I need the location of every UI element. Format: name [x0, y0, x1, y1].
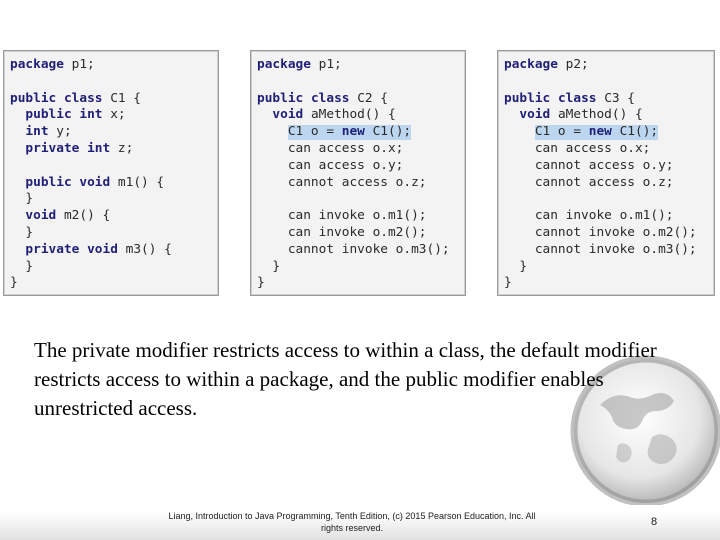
code-line-text: can access o.y;: [257, 157, 404, 173]
code-line-text: }: [10, 275, 18, 291]
code-panel-c2: [250, 50, 466, 296]
code-line-text: C1 o = new C1();: [504, 124, 659, 140]
code-line: [4, 191, 218, 208]
code-line-text: cannot invoke o.m2();: [504, 224, 697, 240]
code-line: [498, 175, 714, 192]
code-line-text: [4, 74, 10, 89]
code-line: [498, 191, 714, 208]
code-line-text: }: [10, 191, 34, 207]
code-line: [498, 74, 714, 91]
code-line: [4, 242, 218, 259]
code-line-text: void m2() {: [25, 208, 111, 224]
code-line: [251, 141, 465, 158]
footer-citation: [140, 510, 564, 534]
code-line: [498, 208, 714, 225]
code-line: [4, 107, 218, 124]
code-line-text: public class C1 {: [10, 90, 142, 106]
code-line: [251, 191, 465, 208]
code-panel-c1: [3, 50, 219, 296]
code-line-text: [498, 191, 504, 206]
code-line-text: public int x;: [25, 107, 126, 123]
code-line: [4, 57, 218, 74]
footer-citation-line1: Liang, Introduction to Java Programming, Tenth Edition, (c) 2015 Pearson Education, Inc. All: [168, 511, 536, 521]
code-line-text: C1 o = new C1();: [257, 124, 412, 140]
code-line-text: }: [10, 258, 34, 274]
code-line: [251, 259, 465, 276]
code-line: [4, 275, 218, 292]
code-line: [498, 57, 714, 74]
code-line: [251, 57, 465, 74]
code-line: [4, 124, 218, 141]
code-line: [4, 259, 218, 276]
code-line: [498, 141, 714, 158]
code-line-text: cannot access o.z;: [257, 174, 427, 190]
code-line-text: can invoke o.m1();: [257, 208, 427, 224]
code-line: [4, 225, 218, 242]
code-line: [4, 208, 218, 225]
code-line-text: private void m3() {: [25, 241, 172, 257]
code-line-text: cannot invoke o.m3();: [257, 241, 450, 257]
code-line: [4, 91, 218, 108]
code-line: [251, 175, 465, 192]
code-line: [498, 91, 714, 108]
code-line-text: }: [257, 258, 281, 274]
code-line-text: package p1;: [10, 57, 95, 72]
footer-citation-line2: rights reserved.: [320, 523, 384, 533]
code-panel-c3: [497, 50, 715, 296]
code-line: [251, 208, 465, 225]
code-line-text: [251, 191, 257, 206]
code-line: [251, 107, 465, 124]
code-line: [498, 225, 714, 242]
code-line-text: package p2;: [504, 57, 589, 72]
code-line-text: public class C2 {: [257, 90, 389, 106]
code-line-text: public void m1() {: [25, 174, 165, 190]
code-line: [498, 124, 714, 141]
code-line-text: public class C3 {: [504, 90, 636, 106]
code-line-text: void aMethod() {: [519, 107, 643, 123]
code-line: [251, 242, 465, 259]
code-line-text: [251, 74, 257, 89]
code-line-text: }: [504, 275, 512, 291]
code-line-text: }: [257, 275, 265, 291]
code-line-text: can access o.x;: [257, 140, 404, 156]
code-line-text: [4, 158, 10, 173]
code-line-text: cannot invoke o.m3();: [504, 241, 697, 257]
code-line-text: int y;: [25, 124, 72, 140]
code-line: [498, 275, 714, 292]
page-number: 8: [651, 516, 658, 528]
code-line: [498, 242, 714, 259]
code-line: [251, 91, 465, 108]
code-line: [251, 275, 465, 292]
code-line: [251, 225, 465, 242]
code-line-text: can access o.x;: [504, 140, 651, 156]
code-line: [498, 107, 714, 124]
slide-caption: The private modifier restricts access to within a class, the default modifier restricts access to within a package, and the public modifier enables unrestricted access.: [34, 338, 657, 420]
code-line: [498, 259, 714, 276]
code-line: [4, 141, 218, 158]
code-line-text: cannot access o.z;: [504, 174, 674, 190]
code-line: [4, 158, 218, 175]
code-line: [4, 175, 218, 192]
code-line-text: private int z;: [25, 140, 134, 156]
code-line: [498, 158, 714, 175]
code-line: [251, 124, 465, 141]
code-line-text: cannot access o.y;: [504, 157, 674, 173]
code-line-text: [498, 74, 504, 89]
code-line: [251, 74, 465, 91]
code-line-text: package p1;: [257, 57, 342, 72]
code-line-text: }: [10, 224, 34, 240]
code-line: [4, 74, 218, 91]
code-line-text: }: [504, 258, 528, 274]
code-line: [251, 158, 465, 175]
code-line-text: can invoke o.m2();: [257, 224, 427, 240]
code-line-text: void aMethod() {: [272, 107, 396, 123]
code-line-text: can invoke o.m1();: [504, 208, 674, 224]
